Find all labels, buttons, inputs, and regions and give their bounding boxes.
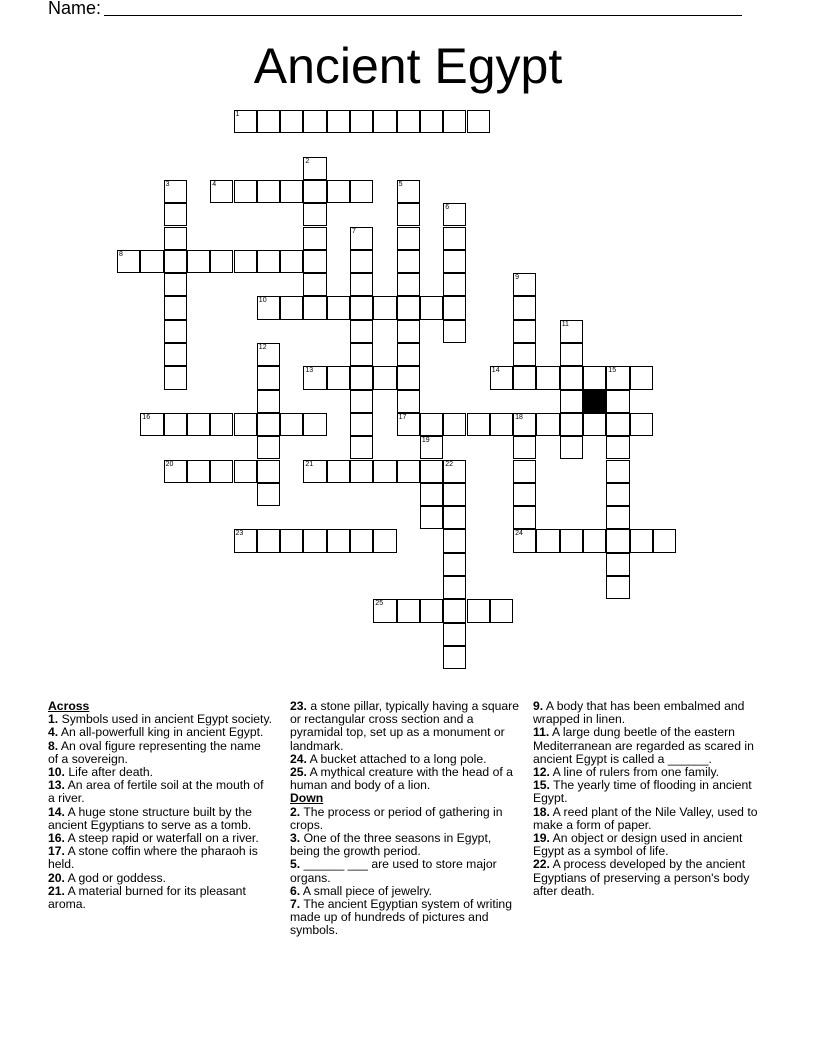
grid-cell[interactable]: [420, 296, 443, 319]
grid-cell[interactable]: [490, 413, 513, 436]
grid-cell[interactable]: [397, 110, 420, 133]
grid-cell[interactable]: [606, 483, 629, 506]
cell-number: 1: [235, 111, 240, 118]
cell-number: 15: [608, 367, 617, 375]
across-clue: [48, 885, 273, 911]
grid-cell[interactable]: [210, 180, 233, 203]
clue-number: 8.: [48, 738, 59, 753]
grid-cell[interactable]: [630, 366, 653, 389]
grid-cell[interactable]: [443, 250, 466, 273]
cell-number: 7: [352, 227, 356, 235]
grid-cell[interactable]: [350, 227, 373, 250]
clue-number: 12.: [533, 765, 550, 780]
clue-text: The process or period of gathering in crops.: [290, 804, 503, 832]
cell-number: 8: [119, 250, 123, 258]
grid-cell[interactable]: [513, 460, 536, 483]
grid-cell[interactable]: [164, 203, 187, 226]
clue-text: Life after death.: [68, 765, 154, 780]
clue-number: 11.: [533, 725, 550, 740]
clue-number: 13.: [48, 778, 65, 793]
grid-cell[interactable]: [397, 227, 420, 250]
grid-cell[interactable]: [443, 623, 466, 646]
grid-cell[interactable]: [536, 529, 559, 552]
clue-number: 16.: [48, 831, 65, 846]
clue-text: A line of rulers from one family.: [552, 765, 720, 780]
grid-cell[interactable]: [280, 110, 303, 133]
clue-number: 14.: [48, 804, 65, 819]
clue-number: 2.: [290, 804, 301, 819]
grid-cell[interactable]: [443, 227, 466, 250]
grid-cell[interactable]: [490, 366, 513, 389]
grid-cell[interactable]: [210, 250, 233, 273]
grid-cell[interactable]: [350, 390, 373, 413]
cell-number: 9: [515, 274, 519, 282]
clue-column-1: [48, 700, 273, 911]
clue-text: A reed plant of the Nile Valley, used to make a form of paper.: [533, 804, 758, 832]
clue-column-2: [290, 700, 522, 938]
name-field-label: Name:: [48, 0, 102, 18]
grid-cell[interactable]: [303, 250, 326, 273]
clue-text: The ancient Egyptian system of writing made up of hundreds of pictures and symbols.: [290, 897, 512, 938]
grid-cell[interactable]: [327, 366, 350, 389]
clue-text: a stone pillar, typically having a square or rectangular cross section and a pyramidal top, set up as a monument or landmark.: [290, 699, 520, 753]
grid-cell[interactable]: [350, 296, 373, 319]
grid-cell[interactable]: [350, 413, 373, 436]
clue-text: A huge stone structure built by the ancient Egyptians to serve as a tomb.: [48, 804, 252, 832]
grid-cell[interactable]: [606, 436, 629, 459]
cell-number: 20: [165, 460, 174, 468]
grid-cell[interactable]: [560, 320, 583, 343]
across-clue: [290, 700, 522, 753]
grid-cell[interactable]: [350, 529, 373, 552]
cell-number: 6: [445, 204, 450, 212]
clue-text: A process developed by the ancient Egyptians of preserving a person's body after death.: [533, 857, 750, 898]
clue-number: 20.: [48, 870, 65, 885]
grid-cell[interactable]: [397, 599, 420, 622]
clue-number: 19.: [533, 831, 550, 846]
grid-cell[interactable]: [303, 227, 326, 250]
clue-text: An all-powerfull king in ancient Egypt.: [60, 725, 264, 740]
grid-cell[interactable]: [210, 413, 233, 436]
down-heading: Down: [290, 791, 324, 806]
grid-cell[interactable]: [280, 250, 303, 273]
down-clue: [533, 806, 765, 832]
down-clue: [290, 806, 522, 832]
grid-cell[interactable]: [560, 436, 583, 459]
grid-cell[interactable]: [373, 296, 396, 319]
grid-cell[interactable]: [303, 273, 326, 296]
grid-cell[interactable]: [467, 413, 490, 436]
down-clue: [533, 700, 765, 726]
clue-number: 10.: [48, 765, 65, 780]
clue-column-3: [533, 700, 765, 898]
grid-cell[interactable]: [350, 460, 373, 483]
grid-cell[interactable]: [420, 413, 443, 436]
clue-number: 23.: [290, 699, 307, 713]
grid-cell[interactable]: [350, 366, 373, 389]
clue-text: Symbols used in ancient Egypt society.: [61, 712, 273, 727]
grid-cell[interactable]: [443, 483, 466, 506]
grid-cell[interactable]: [234, 180, 257, 203]
clue-text: One of the three seasons in Egypt, being the growth period.: [290, 831, 492, 859]
cell-number: 10: [258, 297, 267, 305]
grid-cell[interactable]: [350, 110, 373, 133]
grid-cell[interactable]: [560, 390, 583, 413]
grid-cell[interactable]: [513, 506, 536, 529]
grid-cell[interactable]: [560, 343, 583, 366]
down-clue: [533, 858, 765, 898]
grid-cell[interactable]: [443, 296, 466, 319]
grid-cell[interactable]: [350, 320, 373, 343]
grid-cell[interactable]: [420, 460, 443, 483]
grid-cell[interactable]: [443, 273, 466, 296]
grid-cell[interactable]: [303, 413, 326, 436]
clue-text: A mythical creature with the head of a human and body of a lion.: [290, 765, 513, 793]
grid-cell[interactable]: [397, 413, 420, 436]
grid-cell[interactable]: [397, 203, 420, 226]
grid-cell[interactable]: [327, 529, 350, 552]
grid-cell[interactable]: [350, 273, 373, 296]
grid-cell[interactable]: [536, 366, 559, 389]
grid-cell[interactable]: [164, 320, 187, 343]
grid-cell[interactable]: [373, 366, 396, 389]
grid-cell[interactable]: [117, 250, 140, 273]
clue-text: A material burned for its pleasant aroma.: [48, 883, 246, 912]
cell-number: 5: [398, 180, 403, 188]
clue-text: An object or design used in ancient Egypt as a symbol of life.: [533, 831, 743, 859]
grid-cell[interactable]: [234, 460, 257, 483]
grid-cell[interactable]: [397, 320, 420, 343]
grid-cell[interactable]: [257, 366, 280, 389]
cell-number: 3: [165, 180, 170, 188]
grid-cell[interactable]: [257, 436, 280, 459]
grid-cell[interactable]: [187, 413, 210, 436]
grid-cell[interactable]: [257, 529, 280, 552]
grid-cell[interactable]: [257, 250, 280, 273]
grid-cell[interactable]: [443, 599, 466, 622]
clue-number: 4.: [48, 725, 59, 740]
grid-cell[interactable]: [443, 320, 466, 343]
grid-cell[interactable]: [560, 413, 583, 436]
clue-text: A steep rapid or waterfall on a river.: [67, 831, 259, 846]
grid-cell[interactable]: [467, 599, 490, 622]
grid-cell[interactable]: [164, 413, 187, 436]
grid-cell[interactable]: [420, 599, 443, 622]
clue-text: A bucket attached to a long pole.: [309, 751, 487, 766]
cell-number: 17: [398, 413, 407, 421]
grid-cell[interactable]: [210, 460, 233, 483]
grid-cell[interactable]: [420, 506, 443, 529]
grid-cell[interactable]: [280, 413, 303, 436]
grid-cell[interactable]: [373, 460, 396, 483]
cell-number: 25: [375, 600, 384, 608]
grid-cell[interactable]: [606, 553, 629, 576]
grid-cell[interactable]: [164, 227, 187, 250]
cell-number: 12: [258, 344, 267, 351]
across-clue: [48, 806, 273, 832]
grid-cell[interactable]: [327, 296, 350, 319]
black-cell: [583, 390, 606, 413]
grid-cell[interactable]: [303, 366, 326, 389]
grid-cell[interactable]: [606, 413, 629, 436]
clue-number: 6.: [290, 883, 301, 898]
grid-cell[interactable]: [397, 250, 420, 273]
grid-cell[interactable]: [257, 180, 280, 203]
grid-cell[interactable]: [513, 436, 536, 459]
down-clue: [290, 858, 522, 884]
grid-cell[interactable]: [303, 460, 326, 483]
cell-number: 16: [142, 413, 151, 421]
grid-cell[interactable]: [513, 413, 536, 436]
grid-cell[interactable]: [303, 529, 326, 552]
grid-cell[interactable]: [606, 576, 629, 599]
grid-cell[interactable]: [303, 203, 326, 226]
clue-text: A large dung beetle of the eastern Mediterranean are regarded as scared in ancient Egypt is called a ______.: [533, 725, 754, 766]
cell-number: 11: [561, 320, 569, 328]
grid-cell[interactable]: [420, 483, 443, 506]
grid-cell[interactable]: [257, 460, 280, 483]
page-title: Ancient Egypt: [253, 38, 563, 94]
down-clue: [290, 832, 522, 858]
grid-cell[interactable]: [280, 529, 303, 552]
grid-cell[interactable]: [257, 110, 280, 133]
grid-cell[interactable]: [257, 343, 280, 366]
grid-cell[interactable]: [303, 110, 326, 133]
grid-cell[interactable]: [513, 296, 536, 319]
cell-number: 22: [445, 460, 453, 468]
clue-number: 5.: [290, 857, 301, 872]
cell-number: 24: [515, 530, 523, 538]
grid-cell[interactable]: [606, 366, 629, 389]
grid-cell[interactable]: [397, 273, 420, 296]
clue-number: 18.: [533, 804, 550, 819]
grid-cell[interactable]: [140, 413, 163, 436]
across-clue: [48, 845, 273, 871]
down-clue: [533, 726, 765, 766]
grid-cell[interactable]: [653, 529, 676, 552]
grid-cell[interactable]: [443, 110, 466, 133]
grid-cell[interactable]: [164, 343, 187, 366]
grid-cell[interactable]: [606, 460, 629, 483]
clue-number: 25.: [290, 765, 307, 780]
grid-cell[interactable]: [234, 250, 257, 273]
grid-cell[interactable]: [373, 110, 396, 133]
grid-cell[interactable]: [420, 436, 443, 459]
grid-cell[interactable]: [257, 390, 280, 413]
grid-cell[interactable]: [397, 366, 420, 389]
clue-text: The yearly time of flooding in ancient Egypt.: [533, 778, 752, 806]
grid-cell[interactable]: [350, 250, 373, 273]
grid-cell[interactable]: [583, 529, 606, 552]
grid-cell[interactable]: [560, 366, 583, 389]
grid-cell[interactable]: [373, 529, 396, 552]
clue-text: A stone coffin where the pharaoh is held.: [48, 844, 258, 872]
clue-text: A body that has been embalmed and wrapped in linen.: [533, 699, 745, 727]
grid-cell[interactable]: [397, 460, 420, 483]
grid-cell[interactable]: [164, 180, 187, 203]
grid-cell[interactable]: [513, 320, 536, 343]
cell-number: 4: [212, 180, 217, 188]
grid-cell[interactable]: [327, 460, 350, 483]
cell-number: 13: [305, 367, 314, 375]
grid-cell[interactable]: [350, 436, 373, 459]
clue-text: ______ ___ are used to store major organs.: [290, 857, 497, 885]
grid-cell[interactable]: [513, 273, 536, 296]
grid-cell[interactable]: [606, 506, 629, 529]
grid-cell[interactable]: [536, 413, 559, 436]
across-clue: [48, 740, 273, 766]
grid-cell[interactable]: [187, 460, 210, 483]
grid-cell[interactable]: [467, 110, 490, 133]
grid-cell[interactable]: [234, 110, 257, 133]
down-clue: [290, 898, 522, 938]
clue-number: 17.: [48, 844, 65, 859]
grid-cell[interactable]: [397, 180, 420, 203]
grid-cell[interactable]: [187, 250, 210, 273]
grid-cell[interactable]: [164, 460, 187, 483]
grid-cell[interactable]: [420, 110, 443, 133]
clue-text: A small piece of jewelry.: [302, 883, 433, 898]
grid-cell[interactable]: [443, 576, 466, 599]
cell-number: 2: [305, 157, 310, 165]
grid-cell[interactable]: [443, 413, 466, 436]
grid-cell[interactable]: [443, 506, 466, 529]
grid-cell[interactable]: [257, 296, 280, 319]
cell-number: 14: [491, 367, 500, 375]
clue-text: An area of fertile soil at the mouth of a river.: [48, 778, 264, 806]
clue-number: 15.: [533, 778, 550, 793]
grid-cell[interactable]: [513, 529, 536, 552]
across-clue: [290, 766, 522, 792]
clue-number: 3.: [290, 831, 301, 846]
grid-cell[interactable]: [443, 529, 466, 552]
grid-cell[interactable]: [164, 273, 187, 296]
grid-cell[interactable]: [397, 343, 420, 366]
grid-cell[interactable]: [583, 413, 606, 436]
grid-cell[interactable]: [303, 180, 326, 203]
clue-number: 21.: [48, 883, 65, 898]
grid-cell[interactable]: [164, 366, 187, 389]
grid-cell[interactable]: [327, 110, 350, 133]
grid-cell[interactable]: [513, 343, 536, 366]
grid-cell[interactable]: [443, 460, 466, 483]
grid-cell[interactable]: [630, 413, 653, 436]
grid-cell[interactable]: [164, 296, 187, 319]
across-clue: [48, 779, 273, 805]
grid-cell[interactable]: [583, 366, 606, 389]
grid-cell[interactable]: [443, 203, 466, 226]
cell-number: 19: [421, 437, 430, 445]
grid-cell[interactable]: [350, 180, 373, 203]
grid-cell[interactable]: [327, 180, 350, 203]
grid-cell[interactable]: [443, 646, 466, 669]
grid-cell[interactable]: [513, 483, 536, 506]
grid-cell[interactable]: [257, 483, 280, 506]
grid-cell[interactable]: [140, 250, 163, 273]
grid-cell[interactable]: [350, 343, 373, 366]
clue-text: An oval figure representing the name of a sovereign.: [48, 738, 261, 766]
grid-cell[interactable]: [606, 390, 629, 413]
cell-number: 23: [235, 530, 244, 538]
grid-cell[interactable]: [164, 250, 187, 273]
grid-cell[interactable]: [303, 296, 326, 319]
clue-number: 22.: [533, 857, 550, 872]
down-clue: [533, 832, 765, 858]
grid-cell[interactable]: [234, 413, 257, 436]
grid-cell[interactable]: [443, 553, 466, 576]
grid-cell[interactable]: [397, 296, 420, 319]
grid-cell[interactable]: [490, 599, 513, 622]
clue-number: 9.: [533, 699, 544, 713]
cell-number: 18: [515, 413, 523, 421]
clue-text: A god or goddess.: [67, 870, 166, 885]
grid-cell[interactable]: [513, 366, 536, 389]
grid-cell[interactable]: [303, 157, 326, 180]
grid-cell[interactable]: [630, 529, 653, 552]
grid-cell[interactable]: [280, 180, 303, 203]
clue-number: 7.: [290, 897, 301, 912]
grid-cell[interactable]: [560, 529, 583, 552]
grid-cell[interactable]: [373, 599, 396, 622]
down-clue: [533, 779, 765, 805]
grid-cell[interactable]: [280, 296, 303, 319]
clue-number: 24.: [290, 751, 307, 766]
grid-cell[interactable]: [397, 390, 420, 413]
grid-cell[interactable]: [257, 413, 280, 436]
across-heading: Across: [48, 699, 90, 713]
grid-cell[interactable]: [234, 529, 257, 552]
grid-cell[interactable]: [606, 529, 629, 552]
clue-number: 1.: [48, 712, 59, 727]
cell-number: 21: [305, 460, 314, 468]
